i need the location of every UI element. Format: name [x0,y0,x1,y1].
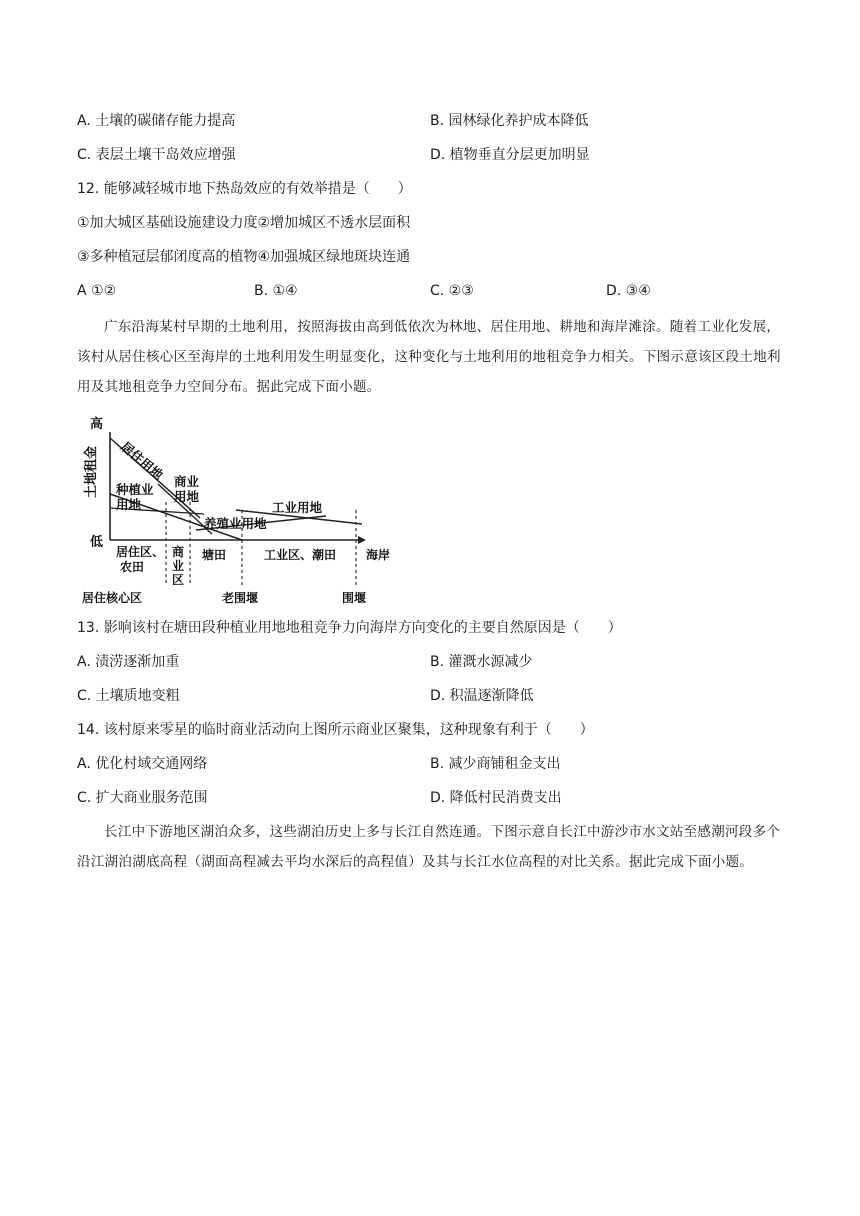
zone-residential-2: 农田 [120,560,145,574]
q11-option-d: D. 植物垂直分层更加明显 [430,147,590,163]
y-axis-title: 土地租金 [84,445,99,498]
q13-option-d: D. 积温逐渐降低 [430,688,534,704]
zone-residential-1: 居住区、 [116,545,165,559]
passage-lakes [77,817,781,877]
zone-commercial-3: 区 [172,573,185,587]
q13-option-a: A. 渍涝逐渐加重 [77,654,180,670]
label-aquaculture-land: 养殖业用地 [204,516,267,531]
zone-pond-field: 塘田 [202,548,227,562]
label-new-dike: 围堰 [342,591,367,605]
land-rent-figure [76,410,406,610]
q13-option-c: C. 土壤质地变粗 [77,688,180,704]
q11-option-c: C. 表层土壤干岛效应增强 [77,147,236,163]
q12-statements-1: ①加大城区基础设施建设力度②增加城区不透水层面积 [77,215,411,231]
label-planting-land-1: 种植业 [116,482,154,497]
q13-stem: 13. 影响该村在塘田段种植业用地地租竞争力向海岸方向变化的主要自然原因是（ ） [77,620,622,636]
passage-land-use-text: 广东沿海某村早期的土地利用，按照海拔由高到低依次为林地、居住用地、耕地和海岸滩涂。随着工业化发展，该村从居住核心区至海岸的土地利用发生明显变化，这种变化与土地利用的地租竞争力相关。下图示意该区段土地利用及其地租竞争力空间分布。据此完成下面小题。 [77,319,781,395]
q12-statements-2: ③多种植冠层郁闭度高的植物④加强城区绿地斑块连通 [77,249,411,265]
zone-commercial-2: 业 [172,559,185,573]
label-planting-land-2: 用地 [116,497,142,512]
zone-commercial-1: 商 [172,545,185,559]
y-axis-low-label: 低 [90,535,104,550]
label-residential-core: 居住核心区 [82,591,143,605]
q12-option-a: A ①② [77,283,117,299]
label-commercial-land-1: 商业 [174,474,200,489]
q12-option-b: B. ①④ [254,283,298,299]
y-axis-high-label: 高 [90,417,104,432]
q12-option-c: C. ②③ [430,283,474,299]
x-axis-arrow [358,536,366,544]
zone-industrial-tidal: 工业区、潮田 [264,548,337,562]
label-old-dike: 老围堰 [222,591,259,605]
q14-option-b: B. 减少商铺租金支出 [430,756,561,772]
q14-option-c: C. 扩大商业服务范围 [77,790,208,806]
q12-stem: 12. 能够减轻城市地下热岛效应的有效举措是（ ） [77,181,412,197]
q14-option-d: D. 降低村民消费支出 [430,790,562,806]
label-residential-land: 居住用地 [118,438,167,483]
label-commercial-land-2: 用地 [174,489,200,504]
passage-lakes-text: 长江中下游地区湖泊众多，这些湖泊历史上多与长江自然连通。下图示意自长江中游沙市水文站至感潮河段多个沿江湖泊湖底高程（湖面高程减去平均水深后的高程值）及其与长江水位高程的对比关系。据此完成下面小题。 [77,824,781,870]
q12-option-d: D. ③④ [606,283,651,299]
q11-option-b: B. 园林绿化养护成本降低 [430,113,589,129]
label-industrial-land: 工业用地 [272,500,323,515]
q14-option-a: A. 优化村域交通网络 [77,756,208,772]
q14-stem: 14. 该村原来零星的临时商业活动向上图所示商业区聚集，这种现象有利于（ ） [77,722,594,738]
passage-land-use [77,312,781,402]
label-coast: 海岸 [366,548,391,562]
q13-option-b: B. 灌溉水源减少 [430,654,533,670]
q11-option-a: A. 土壤的碳储存能力提高 [77,113,236,129]
